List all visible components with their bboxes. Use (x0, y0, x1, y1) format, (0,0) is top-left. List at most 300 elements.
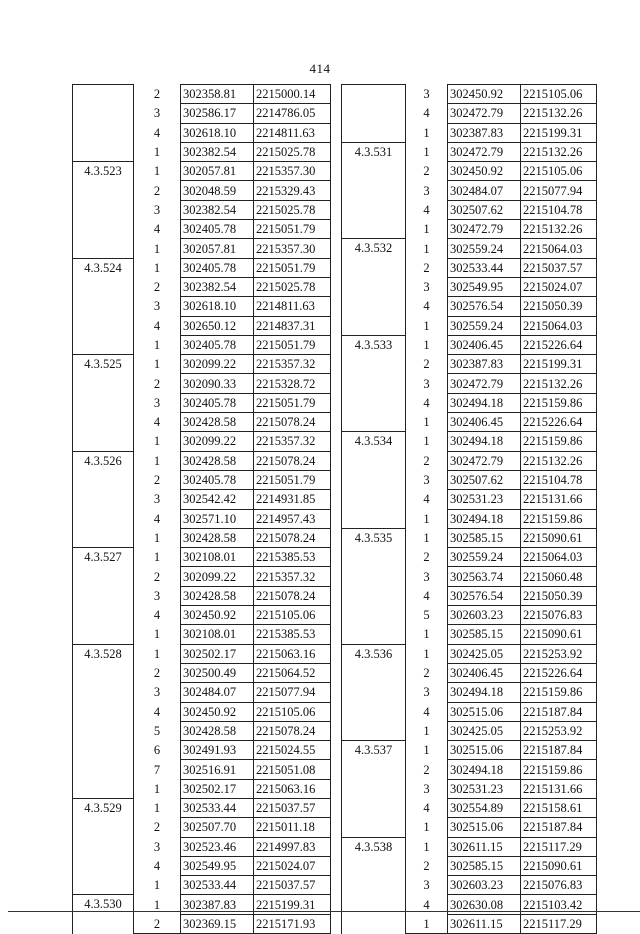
table-row (73, 451, 331, 470)
point-number: 1 (153, 627, 161, 642)
x-coordinate: 302382.54 (181, 142, 254, 161)
y-coordinate: 2215357.32 (254, 567, 331, 586)
y-coordinate: 2215025.78 (254, 142, 331, 161)
y-coordinate: 2215132.26 (521, 142, 597, 161)
point-number: 1 (423, 241, 430, 256)
y-coordinate: 2215103.42 (521, 895, 597, 914)
x-coordinate: 302500.49 (181, 663, 254, 682)
x-coordinate: 302405.78 (181, 470, 254, 489)
x-coordinate: 302494.18 (448, 760, 521, 779)
y-coordinate: 2214997.83 (254, 837, 331, 856)
x-coordinate: 302450.92 (181, 702, 254, 721)
parcel-id: 4.3.523 (73, 162, 134, 258)
y-coordinate: 2214957.43 (254, 509, 331, 528)
y-coordinate: 2215187.84 (521, 818, 597, 837)
y-coordinate: 2215078.24 (254, 586, 331, 605)
x-coordinate: 302057.81 (181, 239, 254, 258)
y-coordinate: 2215064.03 (521, 548, 597, 567)
point-number: 1 (423, 338, 430, 352)
y-coordinate: 2214837.31 (254, 316, 331, 335)
x-coordinate: 302515.06 (448, 818, 521, 837)
x-coordinate: 302585.15 (448, 856, 521, 875)
point-number: 4 (153, 415, 161, 430)
parcel-id: 4.3.526 (73, 451, 134, 547)
x-coordinate: 302603.23 (448, 606, 521, 625)
y-coordinate: 2215078.24 (254, 721, 331, 740)
point-number: 4 (423, 106, 430, 121)
table-row (342, 335, 597, 354)
point-number: 3 (423, 87, 430, 102)
coordinates-table-left-body (73, 85, 331, 934)
page-number: 414 (309, 61, 331, 76)
x-coordinate: 302549.95 (448, 277, 521, 296)
y-coordinate: 2215385.53 (254, 548, 331, 567)
x-coordinate: 302405.78 (181, 335, 254, 354)
table-row (342, 85, 597, 104)
y-coordinate: 2215104.78 (521, 200, 597, 219)
x-coordinate: 302382.54 (181, 277, 254, 296)
point-number: 1 (153, 878, 161, 893)
x-coordinate: 302516.91 (181, 760, 254, 779)
x-coordinate: 302531.23 (448, 490, 521, 509)
point-number: 3 (423, 376, 430, 391)
x-coordinate: 302494.18 (448, 393, 521, 412)
point-number: 3 (423, 781, 430, 796)
y-coordinate: 2214811.63 (254, 123, 331, 142)
x-coordinate: 302559.24 (448, 316, 521, 335)
point-number: 4 (153, 318, 161, 333)
point-number: 1 (423, 627, 430, 642)
y-coordinate: 2215171.93 (254, 914, 331, 933)
point-number: 2 (153, 666, 161, 681)
x-coordinate: 302387.83 (448, 123, 521, 142)
x-coordinate: 302559.24 (448, 548, 521, 567)
y-coordinate: 2215226.64 (521, 663, 597, 682)
y-coordinate: 2215024.07 (254, 856, 331, 875)
x-coordinate: 302428.58 (181, 721, 254, 740)
point-number: 2 (423, 453, 430, 468)
point-number: 4 (423, 801, 430, 816)
parcel-id (342, 85, 406, 143)
point-number: 1 (153, 801, 161, 816)
point-number: 1 (153, 453, 161, 468)
point-number: 1 (423, 723, 430, 738)
parcel-id: 4.3.528 (73, 644, 134, 798)
y-coordinate: 2215076.83 (521, 606, 597, 625)
x-coordinate: 302554.89 (448, 798, 521, 817)
y-coordinate: 2215226.64 (521, 335, 597, 354)
x-coordinate: 302586.17 (181, 104, 254, 123)
point-number: 3 (423, 183, 430, 198)
point-number: 1 (423, 145, 430, 160)
x-coordinate: 302387.83 (181, 895, 254, 914)
y-coordinate: 2215050.39 (521, 297, 597, 316)
x-coordinate: 302428.58 (181, 413, 254, 432)
point-number: 4 (423, 202, 430, 217)
point-number: 1 (153, 338, 161, 352)
y-coordinate: 2215105.06 (521, 85, 597, 104)
x-coordinate: 302450.92 (448, 85, 521, 104)
table-row (73, 798, 331, 817)
y-coordinate: 2215078.24 (254, 451, 331, 470)
x-coordinate: 302358.81 (181, 85, 254, 104)
point-number: 2 (423, 859, 430, 874)
y-coordinate: 2214811.63 (254, 297, 331, 316)
point-number: 1 (153, 434, 161, 449)
footer-rule (8, 911, 640, 912)
x-coordinate: 302523.46 (181, 837, 254, 856)
x-coordinate: 302090.33 (181, 374, 254, 393)
table-row (342, 644, 597, 663)
x-coordinate: 302542.42 (181, 490, 254, 509)
table-row (73, 85, 331, 104)
y-coordinate: 2215385.53 (254, 625, 331, 644)
y-coordinate: 2215037.57 (254, 876, 331, 895)
table-row (342, 528, 597, 547)
point-number: 4 (153, 704, 161, 719)
y-coordinate: 2215037.57 (521, 258, 597, 277)
x-coordinate: 302450.92 (181, 606, 254, 625)
y-coordinate: 2215131.66 (521, 490, 597, 509)
table-row (342, 741, 597, 760)
x-coordinate: 302630.08 (448, 895, 521, 914)
y-coordinate: 2215159.86 (521, 509, 597, 528)
point-number: 4 (423, 897, 430, 912)
point-number: 2 (423, 550, 430, 565)
coordinates-table-left (72, 84, 331, 934)
point-number: 1 (423, 646, 430, 661)
table-row (73, 162, 331, 181)
x-coordinate: 302406.45 (448, 413, 521, 432)
y-coordinate: 2214786.05 (254, 104, 331, 123)
x-coordinate: 302618.10 (181, 123, 254, 142)
y-coordinate: 2215159.86 (521, 760, 597, 779)
x-coordinate: 302507.62 (448, 200, 521, 219)
x-coordinate: 302559.24 (448, 239, 521, 258)
x-coordinate: 302611.15 (448, 914, 521, 933)
y-coordinate: 2215158.61 (521, 798, 597, 817)
point-number: 3 (423, 280, 430, 295)
y-coordinate: 2215024.07 (521, 277, 597, 296)
x-coordinate: 302576.54 (448, 586, 521, 605)
point-number: 3 (153, 492, 161, 507)
point-number: 2 (153, 87, 161, 102)
point-number: 4 (423, 395, 430, 410)
point-number: 4 (153, 511, 161, 526)
point-number: 1 (423, 530, 430, 545)
x-coordinate: 302533.44 (181, 798, 254, 817)
x-coordinate: 302428.58 (181, 528, 254, 547)
parcel-id: 4.3.532 (342, 239, 406, 335)
x-coordinate: 302472.79 (448, 451, 521, 470)
y-coordinate: 2215131.66 (521, 779, 597, 798)
x-coordinate: 302533.44 (448, 258, 521, 277)
x-coordinate: 302472.79 (448, 104, 521, 123)
y-coordinate: 2215051.79 (254, 335, 331, 354)
x-coordinate: 302450.92 (448, 162, 521, 181)
point-number: 4 (423, 588, 430, 603)
y-coordinate: 2215077.94 (521, 181, 597, 200)
y-coordinate: 2215064.03 (521, 316, 597, 335)
table-row (73, 548, 331, 567)
y-coordinate: 2215025.78 (254, 200, 331, 219)
y-coordinate: 2215357.30 (254, 162, 331, 181)
y-coordinate: 2215199.31 (254, 895, 331, 914)
y-coordinate: 2215037.57 (254, 798, 331, 817)
y-coordinate: 2215090.61 (521, 625, 597, 644)
x-coordinate: 302502.17 (181, 779, 254, 798)
x-coordinate: 302099.22 (181, 355, 254, 374)
point-number: 1 (153, 550, 161, 565)
x-coordinate: 302472.79 (448, 374, 521, 393)
point-number: 6 (153, 743, 161, 758)
x-coordinate: 302549.95 (181, 856, 254, 875)
point-number: 2 (153, 820, 161, 835)
point-number: 1 (153, 260, 161, 275)
point-number: 7 (153, 762, 161, 777)
parcel-id: 4.3.529 (73, 798, 134, 894)
point-number: 4 (153, 222, 161, 237)
x-coordinate: 302533.44 (181, 876, 254, 895)
point-number: 1 (153, 164, 161, 179)
table-row (342, 837, 597, 856)
x-coordinate: 302369.15 (181, 914, 254, 933)
parcel-id: 4.3.530 (73, 895, 134, 934)
y-coordinate: 2215105.06 (254, 606, 331, 625)
point-number: 5 (153, 723, 161, 738)
y-coordinate: 2215077.94 (254, 683, 331, 702)
point-number: 1 (153, 145, 161, 160)
coordinates-table-right (341, 84, 597, 934)
x-coordinate: 302405.78 (181, 258, 254, 277)
y-coordinate: 2215132.26 (521, 374, 597, 393)
x-coordinate: 302472.79 (448, 220, 521, 239)
x-coordinate: 302405.78 (181, 220, 254, 239)
y-coordinate: 2215357.32 (254, 355, 331, 374)
x-coordinate: 302515.06 (448, 702, 521, 721)
point-number: 2 (423, 762, 430, 777)
y-coordinate: 2215090.61 (521, 856, 597, 875)
x-coordinate: 302406.45 (448, 663, 521, 682)
x-coordinate: 302515.06 (448, 741, 521, 760)
point-number: 1 (153, 646, 161, 661)
y-coordinate: 2215063.16 (254, 779, 331, 798)
point-number: 1 (153, 357, 161, 372)
x-coordinate: 302099.22 (181, 432, 254, 451)
x-coordinate: 302650.12 (181, 316, 254, 335)
x-coordinate: 302484.07 (448, 181, 521, 200)
table-row (73, 355, 331, 374)
y-coordinate: 2215199.31 (521, 355, 597, 374)
y-coordinate: 2215187.84 (521, 741, 597, 760)
y-coordinate: 2215132.26 (521, 220, 597, 239)
point-number: 1 (423, 511, 430, 526)
y-coordinate: 2215159.86 (521, 432, 597, 451)
parcel-id: 4.3.538 (342, 837, 406, 933)
y-coordinate: 2215132.26 (521, 104, 597, 123)
y-coordinate: 2215187.84 (521, 702, 597, 721)
y-coordinate: 2215011.18 (254, 818, 331, 837)
point-number: 2 (423, 357, 430, 372)
parcel-id: 4.3.524 (73, 258, 134, 354)
parcel-id: 4.3.531 (342, 142, 406, 238)
x-coordinate: 302585.15 (448, 528, 521, 547)
table-row (73, 258, 331, 277)
point-number: 2 (153, 376, 161, 391)
y-coordinate: 2215064.52 (254, 663, 331, 682)
y-coordinate: 2215000.14 (254, 85, 331, 104)
x-coordinate: 302502.17 (181, 644, 254, 663)
y-coordinate: 2215078.24 (254, 413, 331, 432)
point-number: 2 (153, 473, 161, 488)
point-number: 3 (153, 395, 161, 410)
y-coordinate: 2215050.39 (521, 586, 597, 605)
point-number: 5 (423, 608, 430, 623)
y-coordinate: 2215051.08 (254, 760, 331, 779)
y-coordinate: 2215105.06 (254, 702, 331, 721)
point-number: 1 (423, 820, 430, 835)
point-number: 1 (153, 241, 161, 256)
y-coordinate: 2215024.55 (254, 741, 331, 760)
y-coordinate: 2215159.86 (521, 393, 597, 412)
y-coordinate: 2215104.78 (521, 470, 597, 489)
y-coordinate: 2215064.03 (521, 239, 597, 258)
y-coordinate: 2215051.79 (254, 220, 331, 239)
table-row (73, 644, 331, 663)
coordinates-table-right-body (342, 85, 597, 934)
point-number: 2 (153, 569, 161, 584)
x-coordinate: 302405.78 (181, 393, 254, 412)
x-coordinate: 302472.79 (448, 142, 521, 161)
parcel-id: 4.3.535 (342, 528, 406, 644)
point-number: 4 (423, 704, 430, 719)
x-coordinate: 302428.58 (181, 586, 254, 605)
x-coordinate: 302563.74 (448, 567, 521, 586)
x-coordinate: 302108.01 (181, 625, 254, 644)
x-coordinate: 302484.07 (181, 683, 254, 702)
x-coordinate: 302618.10 (181, 297, 254, 316)
point-number: 1 (423, 839, 430, 854)
point-number: 2 (153, 183, 161, 198)
y-coordinate: 2215090.61 (521, 528, 597, 547)
point-number: 1 (406, 914, 448, 933)
point-number: 3 (153, 202, 161, 217)
x-coordinate: 302576.54 (448, 297, 521, 316)
y-coordinate: 2215328.72 (254, 374, 331, 393)
y-coordinate: 2215159.86 (521, 683, 597, 702)
point-number: 3 (153, 588, 161, 603)
point-number: 3 (423, 473, 430, 488)
x-coordinate: 302108.01 (181, 548, 254, 567)
y-coordinate: 2215117.29 (521, 837, 597, 856)
table-row (342, 432, 597, 451)
x-coordinate: 302387.83 (448, 355, 521, 374)
point-number: 1 (423, 125, 430, 140)
point-number: 4 (423, 299, 430, 314)
y-coordinate: 2215025.78 (254, 277, 331, 296)
x-coordinate: 302099.22 (181, 567, 254, 586)
point-number: 2 (423, 666, 430, 681)
parcel-id: 4.3.533 (342, 335, 406, 431)
y-coordinate: 2215076.83 (521, 876, 597, 895)
x-coordinate: 302611.15 (448, 837, 521, 856)
point-number: 1 (153, 781, 161, 796)
x-coordinate: 302382.54 (181, 200, 254, 219)
x-coordinate: 302571.10 (181, 509, 254, 528)
y-coordinate: 2215357.30 (254, 239, 331, 258)
x-coordinate: 302428.58 (181, 451, 254, 470)
y-coordinate: 2215051.79 (254, 393, 331, 412)
x-coordinate: 302494.18 (448, 432, 521, 451)
point-number: 4 (153, 859, 161, 874)
y-coordinate: 2215329.43 (254, 181, 331, 200)
x-coordinate: 302048.59 (181, 181, 254, 200)
parcel-id: 4.3.534 (342, 432, 406, 528)
parcel-id: 4.3.537 (342, 741, 406, 837)
point-number: 1 (153, 530, 161, 545)
y-coordinate: 2215132.26 (521, 451, 597, 470)
parcel-id: 4.3.527 (73, 548, 134, 644)
point-number: 4 (153, 125, 161, 140)
y-coordinate: 2214931.85 (254, 490, 331, 509)
point-number: 3 (153, 685, 161, 700)
y-coordinate: 2215060.48 (521, 567, 597, 586)
x-coordinate: 302531.23 (448, 779, 521, 798)
point-number: 1 (423, 743, 430, 758)
x-coordinate: 302585.15 (448, 625, 521, 644)
x-coordinate: 302507.62 (448, 470, 521, 489)
point-number: 3 (153, 839, 161, 854)
x-coordinate: 302057.81 (181, 162, 254, 181)
point-number: 1 (423, 415, 430, 430)
parcel-id: 4.3.525 (73, 355, 134, 451)
point-number: 4 (423, 492, 430, 507)
y-coordinate: 2215199.31 (521, 123, 597, 142)
x-coordinate: 302494.18 (448, 683, 521, 702)
y-coordinate: 2215078.24 (254, 528, 331, 547)
table-row (342, 239, 597, 258)
parcel-id: 4.3.536 (342, 644, 406, 740)
point-number: 3 (423, 569, 430, 584)
x-coordinate: 302406.45 (448, 335, 521, 354)
point-number: 3 (423, 685, 430, 700)
parcel-id (73, 85, 134, 162)
y-coordinate: 2215226.64 (521, 413, 597, 432)
point-number: 2 (153, 280, 161, 295)
table-row (342, 142, 597, 161)
point-number: 1 (423, 318, 430, 333)
x-coordinate: 302507.70 (181, 818, 254, 837)
point-number: 1 (423, 434, 430, 449)
y-coordinate: 2215357.32 (254, 432, 331, 451)
x-coordinate: 302603.23 (448, 876, 521, 895)
point-number: 2 (134, 914, 181, 933)
y-coordinate: 2215051.79 (254, 470, 331, 489)
point-number: 3 (423, 878, 430, 893)
y-coordinate: 2215051.79 (254, 258, 331, 277)
point-number: 4 (153, 608, 161, 623)
x-coordinate: 302425.05 (448, 644, 521, 663)
point-number: 3 (153, 106, 161, 121)
y-coordinate: 2215063.16 (254, 644, 331, 663)
y-coordinate: 2215117.29 (521, 914, 597, 933)
point-number: 2 (423, 260, 430, 275)
point-number: 1 (423, 222, 430, 237)
x-coordinate: 302494.18 (448, 509, 521, 528)
y-coordinate: 2215253.92 (521, 644, 597, 663)
point-number: 1 (153, 897, 161, 912)
y-coordinate: 2215253.92 (521, 721, 597, 740)
